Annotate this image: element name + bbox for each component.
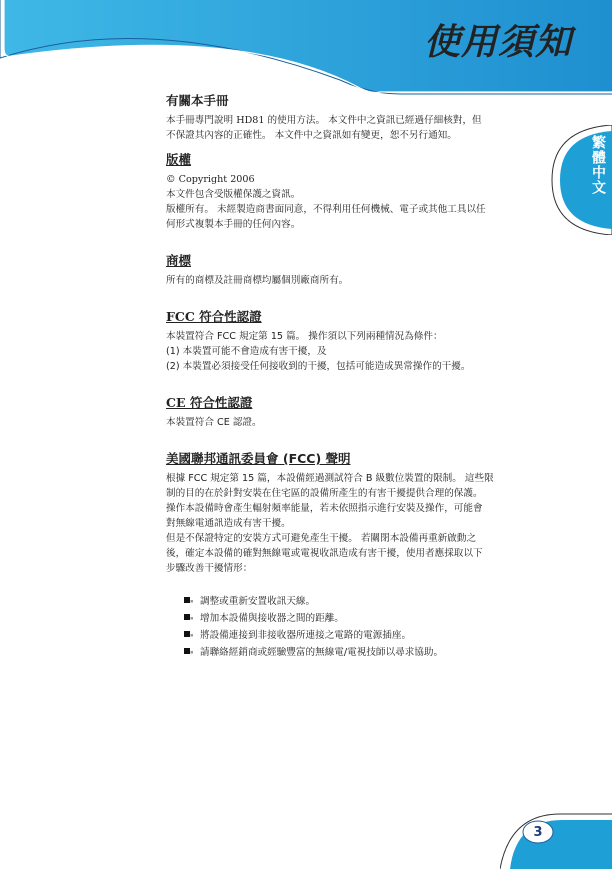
text-line: 但是不保證特定的安裝方式可避免產生干擾。 若關閉本設備再重新啟動之 [166,533,477,544]
text-line: (1) 本裝置可能不會造成有害干擾，及 [166,346,327,357]
text-line: 操作本設備時會產生輻射頻率能量，若未依照指示進行安裝及操作，可能會 [166,503,483,514]
text-line: 根據 FCC 規定第 15 篇，本設備經過測試符合 B 級數位裝置的限制。 這些限 [166,473,494,484]
section-copyright [166,151,561,232]
bullet-square-icon [184,631,193,640]
bullet-square-icon [184,648,193,657]
section-about-manual [166,92,561,143]
section-fcc-compliance [166,308,561,374]
page-header-title: 使用須知 [423,22,572,63]
text-line: 所有的商標及註冊商標均屬個別廠商所有。 [166,275,349,286]
section-fcc-statement [166,450,561,660]
list-item-text: 將設備連接到非接收器所連接之電路的電源插座。 [200,630,412,641]
list-item-text: 調整或重新安置收訊天線。 [200,596,316,607]
section-heading: 美國聯邦通訊委員會 (FCC) 聲明 [166,451,351,466]
page-number-badge [500,812,612,869]
page-number: 3 [533,825,543,840]
text-line: 版權所有。 未經製造商書面同意，不得利用任何機械、電子或其他工具以任 [166,204,486,215]
main-content [166,92,561,668]
bullet-square-icon [184,597,193,606]
list-item [184,645,561,660]
list-item-text: 請聯絡經銷商或經驗豐富的無線電/電視技師以尋求協助。 [200,647,444,658]
text-line: (2) 本裝置必須接受任何接收到的干擾，包括可能造成異常操作的干擾。 [166,361,471,372]
text-line: © Copyright 2006 [166,174,255,185]
text-line: 何形式複製本手冊的任何內容。 [166,219,301,230]
section-heading: FCC 符合性認證 [166,309,262,324]
section-trademark [166,252,561,288]
section-heading: 版權 [166,152,192,167]
text-line: 後，確定本設備的確對無線電或電視收訊造成有害干擾，使用者應採取以下 [166,548,483,559]
section-heading: 商標 [166,253,192,268]
text-line: 本手冊專門說明 HD81 的使用方法。 本文件中之資訊已經過仔細核對，但 [166,115,482,126]
text-line: 制的目的在於針對安裝在住宅區的設備所產生的有害干擾提供合理的保護。 [166,488,483,499]
text-line: 本裝置符合 CE 認證。 [166,417,262,428]
section-heading: 有關本手冊 [166,93,229,108]
bullet-square-icon [184,614,193,623]
list-item [184,594,561,609]
text-line: 本裝置符合 FCC 規定第 15 篇。 操作須以下列兩種情況為條件： [166,331,443,342]
bullet-list [184,594,561,660]
list-item [184,628,561,643]
section-ce-compliance [166,394,561,430]
text-line: 對無線電通訊造成有害干擾。 [166,518,291,529]
language-tab-label: 繁體中文 [590,135,606,195]
text-line: 本文件包含受版權保護之資訊。 [166,189,301,200]
text-line: 不保證其內容的正確性。 本文件中之資訊如有變更，恕不另行通知。 [166,130,457,141]
list-item [184,611,561,626]
section-heading: CE 符合性認證 [166,395,253,410]
text-line: 步驟改善干擾情形： [166,563,253,574]
list-item-text: 增加本設備與接收器之間的距離。 [200,613,344,624]
